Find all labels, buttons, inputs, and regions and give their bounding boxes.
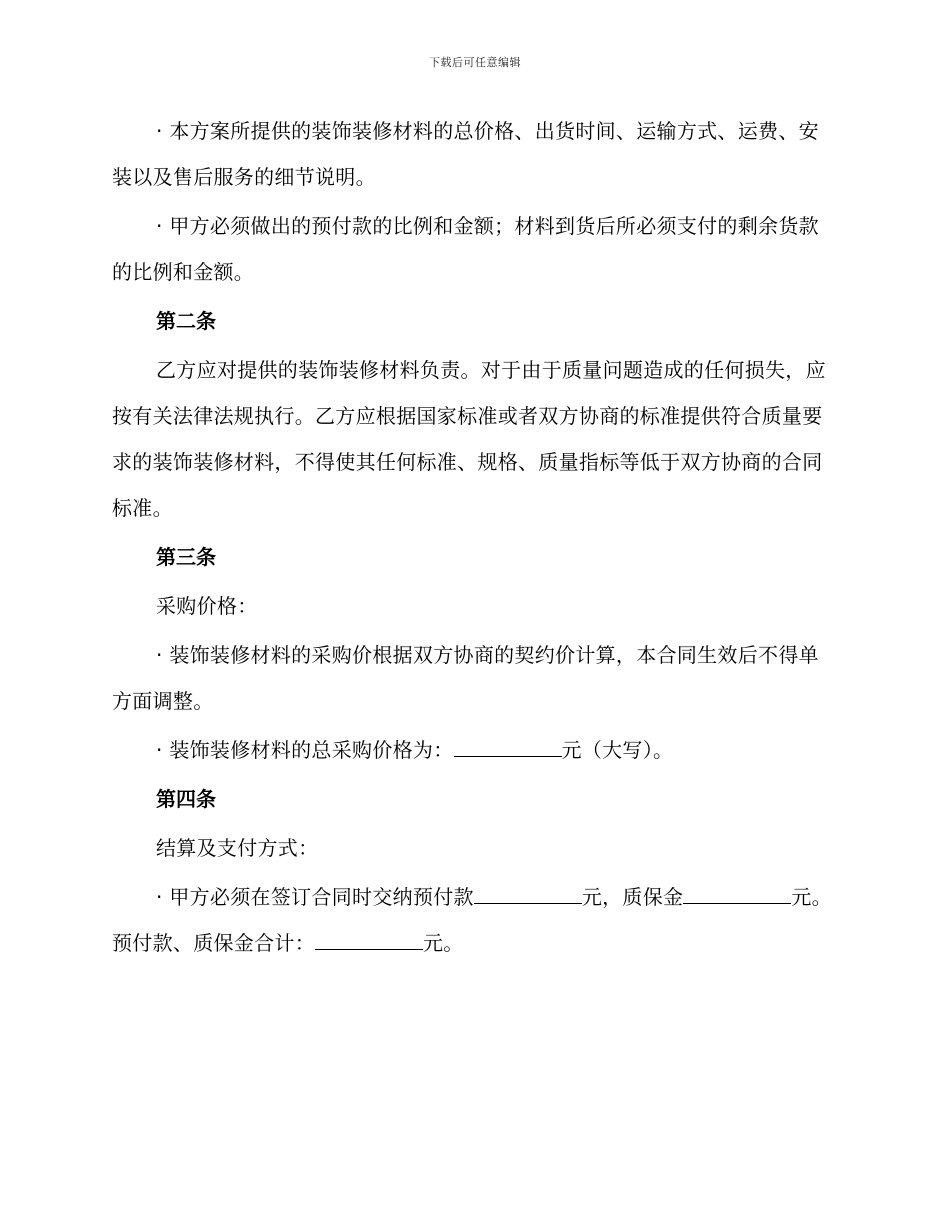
- article-4-title: 第四条: [156, 787, 216, 811]
- article-3-title: 第三条: [156, 545, 216, 569]
- total-price-blank: [454, 740, 562, 757]
- page-header-note: 下载后可任意编辑: [429, 56, 521, 69]
- document-body: [112, 108, 834, 969]
- total-blank: [315, 933, 423, 950]
- paragraph-prepayment: · 甲方必须做出的预付款的比例和金额；材料到货后所必须支付的剩余货款的比例和金额。: [112, 214, 819, 284]
- article-3-item-2-suffix: 元（大写）。: [561, 738, 674, 762]
- prepayment-blank: [474, 887, 582, 904]
- deposit-blank: [683, 887, 791, 904]
- article-2-title: 第二条: [156, 309, 216, 333]
- article-4-item-1-part-3: 元。预付款、质保金合计：: [112, 885, 832, 955]
- article-4-item-1-part-2: 元，质保金: [581, 885, 684, 909]
- article-3-item-1: · 装饰装修材料的采购价根据双方协商的契约价计算，本合同生效后不得单方面调整。: [112, 643, 819, 713]
- article-4-item-1-part-1: · 甲方必须在签订合同时交纳预付款: [156, 885, 474, 909]
- article-4-item-1-part-4: 元。: [423, 931, 464, 955]
- article-3-item-2: [112, 727, 834, 773]
- article-4-intro: 结算及支付方式：: [156, 836, 319, 860]
- paragraph-price-details: · 本方案所提供的装饰装修材料的总价格、出货时间、运输方式、运费、安装以及售后服务的细节说明。: [112, 119, 819, 189]
- article-4-item-1: [112, 874, 834, 966]
- article-2-body: 乙方应对提供的装饰装修材料负责。对于由于质量问题造成的任何损失，应按有关法律法规执行。乙方应根据国家标准或者双方协商的标准提供符合质量要求的装饰装修材料，不得使其任何标准、规格、质量指标等低于双方协商的合同标准。: [112, 358, 826, 520]
- article-3-intro: 采购价格：: [156, 594, 258, 618]
- article-3-item-2-prefix: · 装饰装修材料的总采购价格为：: [156, 738, 454, 762]
